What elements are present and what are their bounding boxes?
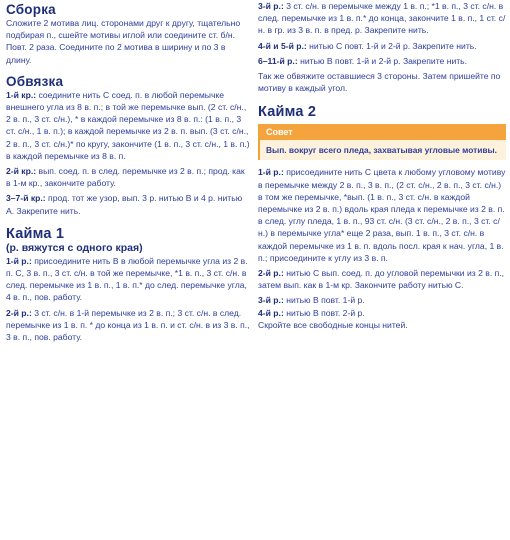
- row-label: 3-й р.:: [258, 295, 284, 306]
- row-label: 4-й р.:: [258, 307, 284, 318]
- assembly-title: Сборка: [6, 2, 56, 17]
- row-label: 3-й р.:: [258, 1, 284, 11]
- binding-row-1: [6, 89, 251, 162]
- row-text: присоедините нить В в любой перемычке угла из 2 в. п. С, 3 в. п., 3 ст. с/н. в той же перемычке, *1 в. п., 3 ст. с/н. в след. перемычке из 1 в. п., 1 в. п.* до след. перемычке угла, 4 в. п., пов. работу.: [6, 255, 248, 303]
- kaima2-row-2: [258, 267, 506, 291]
- row-label: 1-й р.:: [258, 167, 284, 178]
- row-text: 3 ст. с/н. в перемычке между 1 в. п.; *1 в. п., 3 ст. с/н. в след. перемычке из 1 в. п.* до конца, закончите 1 в. п., 1 ст. с/н. в гр. из 3 в. п. в пред. р. Закрепите нить.: [258, 1, 506, 36]
- tip-label: Совет: [260, 124, 506, 140]
- row-text: прод. тот же узор, вып. 3 р. нитью В и 4 р. нитью А. Закрепите нить.: [6, 193, 243, 216]
- right-column: [258, 0, 506, 331]
- row-label: 1-й кр.:: [6, 89, 37, 100]
- row-text: нитью В повт. 1-й и 2-й р. Закрепите нить.: [297, 55, 468, 66]
- top-row-3: [258, 55, 506, 67]
- row-label: 4-й и 5-й р.:: [258, 40, 307, 51]
- row-label: 1-й р.:: [6, 255, 32, 266]
- row-text: 3 ст. с/н. в 1-й перемычке из 2 в. п.; 3 ст. с/н. в след. перемычке из 1 в. п. * до конца из 1 в. п. и ст. с/н. в из 3 в. п., 3 в. п., пов. работу.: [6, 307, 250, 343]
- row-text: вып. соед. п. в след. перемычке из 2 в. п.; прод. как в 1-м кр., закончите работу.: [6, 166, 245, 189]
- row-label: 2-й р.:: [258, 268, 284, 279]
- top-row-1: [258, 0, 506, 37]
- row-label: 2-й кр.:: [6, 166, 37, 177]
- tip-box: [258, 124, 506, 160]
- kaima2-row-1: [258, 166, 506, 264]
- sides-note: Так же обвяжите оставшиеся 3 стороны. Затем пришейте по мотиву в каждый угол.: [258, 71, 501, 94]
- kaima2-title: Кайма 2: [258, 104, 317, 121]
- row-label: 6–11-й р.:: [258, 55, 298, 66]
- kaima2-row-4: [258, 307, 506, 319]
- kaima1-row-2: [6, 307, 251, 344]
- binding-row-2: [6, 165, 251, 189]
- top-row-2: [258, 40, 506, 52]
- row-label: 3–7-й кр.:: [6, 193, 46, 204]
- row-text: присоедините нить С цвета к любому угловому мотиву в перемычке между 2 в. п., 3 в. п., (2 ст. с/н., 2 в. п., 3 ст. с/н.) в том же перемычке, *вып. (1 в. п., 3 ст. с/н. в каждой перемычке из 2 в. п.) вдоль края пледа к перемычке из 2 в. п. в след. углу пледа, 1 в. п., 93 ст. с/н. (3 ст. с/н., 2 в. п., 3 ст. с/н.) в перемычке угла* еще 2 раза, вып. 1 в. п., 3 ст. с/н. в каждой перемычке из 1 в. п. вдоль посл. края к нач. угла, 1 в. п.; присоедините к углу из 3 в. п.: [258, 167, 506, 263]
- binding-row-3: [6, 192, 251, 216]
- row-text: нитью В повт. 2-й р.: [283, 307, 365, 318]
- row-text: нитью В повт. 1-й р.: [283, 295, 365, 306]
- row-text: нитью С вып. соед. п. до угловой перемычки из 2 в. п., затем вып. как в 1-м кр. Закончите работу нитью С.: [258, 268, 505, 291]
- left-column: [6, 0, 251, 346]
- tip-text: Вып. вокруг всего пледа, захватывая угловые мотивы.: [260, 140, 506, 160]
- assembly-text: Сложите 2 мотива лиц. сторонами друг к другу, тщательно подбирая п., сшейте мотивы иглой или соедините ст. б/н. Повт. 2 раза. Соедините по 2 мотива в ширину и по 3 в длину.: [6, 18, 241, 65]
- kaima1-title: Кайма 1: [6, 225, 65, 242]
- kaima1-row-1: [6, 255, 251, 304]
- kaima2-row-3: [258, 294, 506, 306]
- row-label: 2-й р.:: [6, 307, 32, 318]
- row-text: соедините нить С соед. п. в любой перемычке внешнего угла из 8 в. п.; в той же перемычке вып. (2 ст. с/н., 2 в. п., 3 ст. с/н.), * в каждой перемычке из 8 в. п.: (1 в. п., 3 ст. с/н., 1 в. п.); в каждой перемычке из 2 в. п. вып. (3 ст. с/н., 2 в. п., 3 ст. с/н.)* по кругу, закончите (1 в. п., 3 ст. с/н., 1 в. п.) в каждой перемычке из 8 в. п.: [6, 89, 250, 161]
- row-text: нитью С повт. 1-й и 2-й р. Закрепите нить.: [306, 40, 477, 51]
- final-note: Скройте все свободные концы нитей.: [258, 319, 408, 330]
- binding-title: Обвязка: [6, 73, 64, 89]
- kaima1-subtitle: (р. вяжутся с одного края): [6, 241, 143, 254]
